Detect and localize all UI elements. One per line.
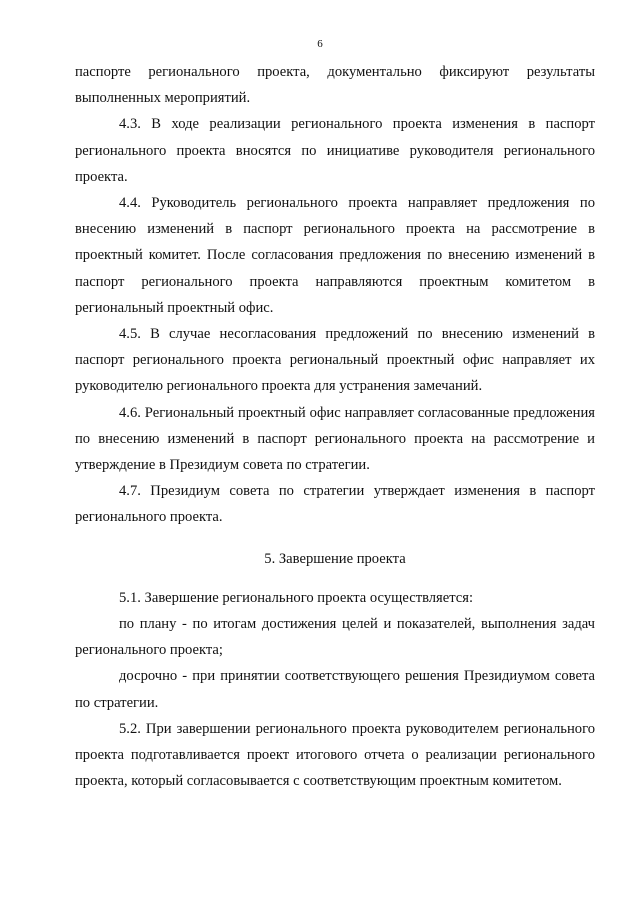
paragraph-4-5: 4.5. В случае несогласования предложений по внесению изменений в паспорт регионального проекта региональный проектный офис направляет их руководителю регионального проекта для устранения замечаний. <box>75 326 595 395</box>
paragraph-5-1: 5.1. Завершение регионального проекта осуществляется: <box>119 589 474 606</box>
document-body <box>75 59 595 794</box>
paragraph-early: досрочно - при принятии соответствующего решения Президиумом совета по стратегии. <box>75 668 595 711</box>
paragraph-4-4: 4.4. Руководитель регионального проекта направляет предложения по внесению изменений в паспорт регионального проекта на рассмотрение в проектный комитет. После согласования предложения по внесению изменений в паспорт регионального проекта направляются проектным комитетом в региональный проектный офис. <box>75 195 595 316</box>
paragraph-plan: по плану - по итогам достижения целей и показателей, выполнения задач регионального проекта; <box>75 616 595 659</box>
paragraph-4-3: 4.3. В ходе реализации регионального проекта изменения в паспорт регионального проекта вносятся по инициативе руководителя регионального проекта. <box>75 116 595 185</box>
paragraph-5-2: 5.2. При завершении регионального проекта руководителем регионального проекта подготавливается проект итогового отчета о реализации регионального проекта, который согласовывается с соответствующим проектным комитетом. <box>75 720 595 790</box>
paragraph-4-7: 4.7. Президиум совета по стратегии утверждает изменения в паспорт регионального проекта. <box>75 483 595 526</box>
page-number: 6 <box>317 38 323 50</box>
paragraph-4-6: 4.6. Региональный проектный офис направляет согласованные предложения по внесению изменений в паспорт регионального проекта на рассмотрение и утверждение в Президиум совета по стратегии. <box>75 404 595 474</box>
section-heading: 5. Завершение проекта <box>264 550 406 567</box>
paragraph-continuation: паспорте регионального проекта, документально фиксируют результаты выполненных мероприятий. <box>75 64 595 107</box>
